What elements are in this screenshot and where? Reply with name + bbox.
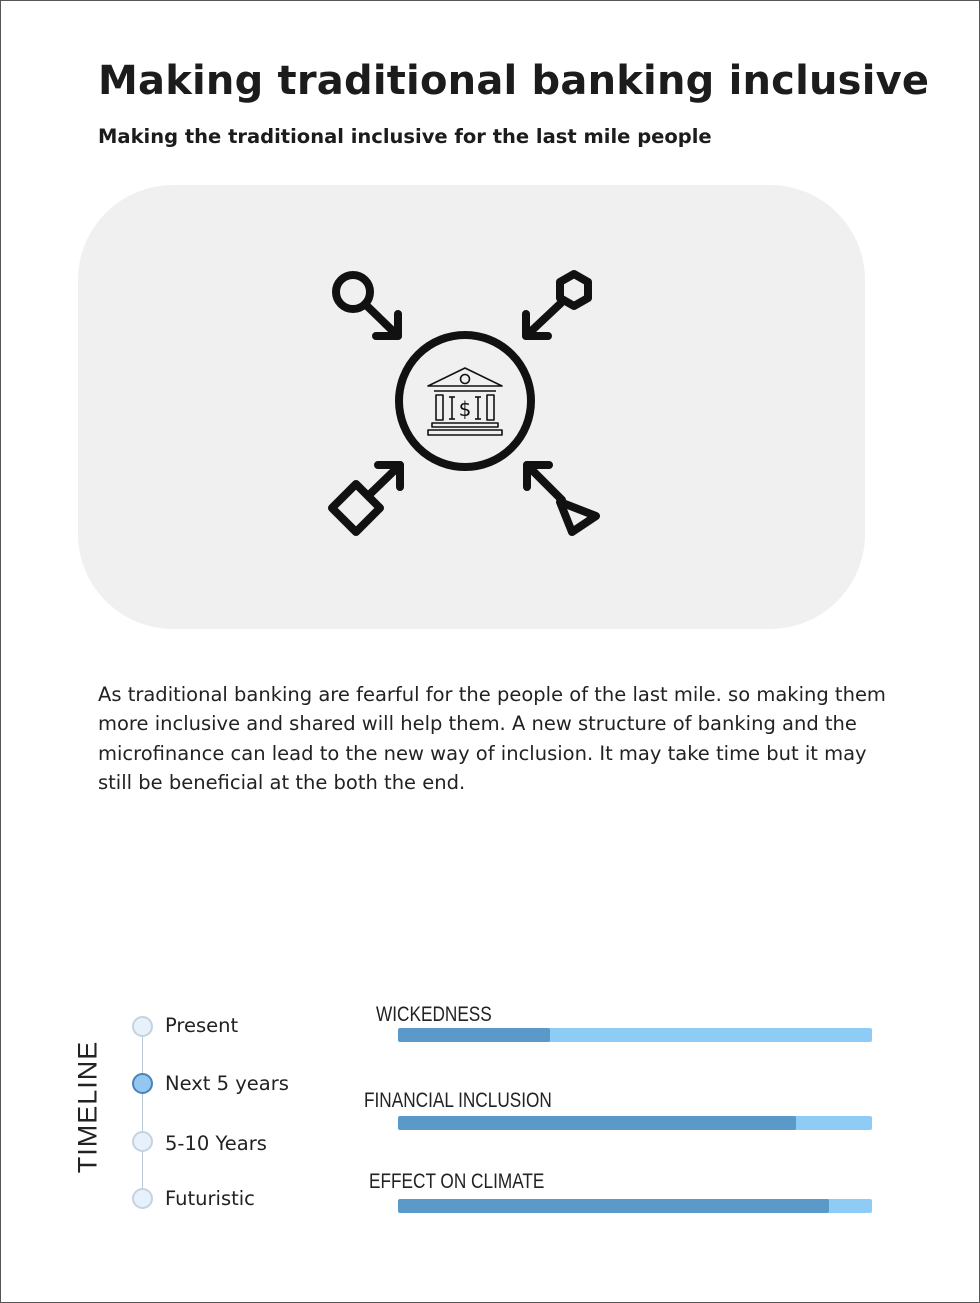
metric-bar-fill	[398, 1199, 829, 1213]
timeline-dot	[132, 1188, 153, 1209]
triangle-arrow-icon	[527, 465, 596, 532]
timeline-item-label: Futuristic	[165, 1187, 255, 1210]
metric-bar-fill	[398, 1116, 796, 1130]
timeline-item-label: Present	[165, 1014, 239, 1037]
page-title: Making traditional banking inclusive	[98, 58, 930, 104]
diamond-arrow-icon	[332, 465, 400, 532]
metric-bar-fill	[398, 1028, 550, 1042]
dollar-icon: $	[458, 397, 472, 421]
page-subtitle: Making the traditional inclusive for the last mile people	[98, 125, 712, 148]
timeline-line	[142, 1028, 143, 1200]
metric-bar-track	[398, 1199, 872, 1213]
timeline-dot	[132, 1016, 153, 1037]
metric-bar-track	[398, 1116, 872, 1130]
circle-arrow-icon	[336, 275, 398, 336]
metric-bar-track	[398, 1028, 872, 1042]
timeline-dot	[132, 1131, 153, 1152]
hexagon-arrow-icon	[526, 274, 588, 336]
metric-label: EFFECT ON CLIMATE	[369, 1170, 545, 1193]
timeline-item-label: Next 5 years	[165, 1072, 289, 1095]
timeline-label: TIMELINE	[72, 1040, 103, 1174]
timeline-dot	[132, 1073, 153, 1094]
metric-label: FINANCIAL INCLUSION	[364, 1089, 552, 1112]
description-paragraph: As traditional banking are fearful for the people of the last mile. so making them more inclusive and shared will help them. A new structure of banking and the microfinance can lead to the new way of inclusion. It may take time but it may still be beneficial at the both the end.	[98, 683, 886, 794]
metric-label: WICKEDNESS	[376, 1003, 492, 1026]
timeline-item-label: 5-10 Years	[165, 1132, 267, 1155]
